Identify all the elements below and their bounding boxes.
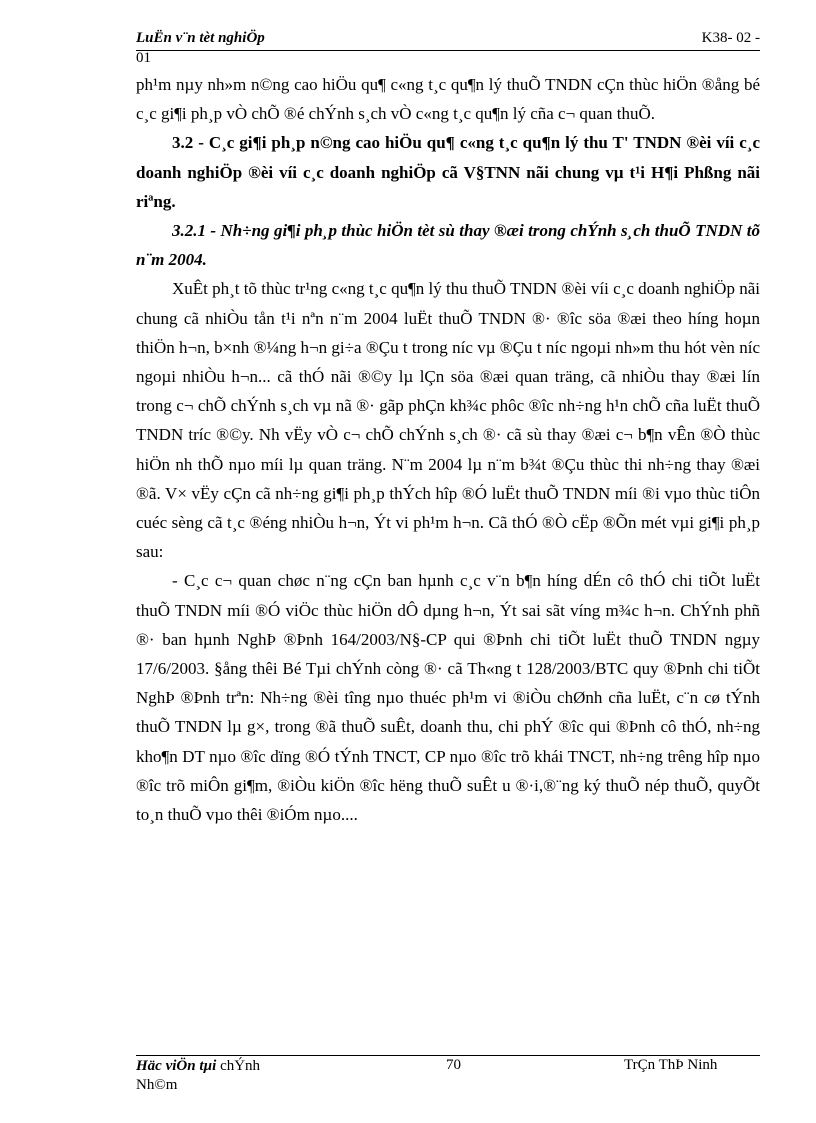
footer-rule	[136, 1055, 760, 1056]
page-header	[136, 28, 760, 51]
page-number: 70	[446, 1057, 461, 1073]
subsection-heading-3-2-1: 3.2.1 - Nh÷ng gi¶i ph¸p thùc hiÖn tèt sù thay ®æi trong chÝnh s¸ch thuÕ TNDN tõ n¨m 2004.	[136, 221, 760, 270]
footer-institution	[136, 1057, 316, 1095]
section-heading-3-2: 3.2 - C¸c gi¶i ph¸p n©ng cao hiÖu qu¶ c«ng t¸c qu¶n lý thu T' TNDN ®èi víi c¸c doanh nghiÖp ®èi víi c¸c doanh nghiÖp cã V§TNN nãi chung vµ t¹i H¶i Phßng nãi riªng.	[136, 133, 760, 211]
footer-institution-rest: chÝnh	[216, 1058, 261, 1074]
paragraph-continued: ph¹m nµy nh»m n©ng cao hiÖu qu¶ c«ng t¸c qu¶n lý thuÕ TNDN cÇn thùc hiÖn ®ång bé c¸c gi¶i ph¸p vÒ chÕ ®é chÝnh s¸ch vÒ c«ng t¸c qu¶n lý cña c¬ quan thuÕ.	[136, 75, 760, 124]
header-code: K38- 02 -	[701, 30, 760, 46]
footer-institution-bold: Häc viÖn tµi	[136, 1058, 217, 1074]
header-title: LuËn v¨n tèt nghiÖp	[136, 30, 265, 46]
footer-institution-line2: Nh©m	[136, 1077, 178, 1093]
paragraph-bullet: - C¸c c¬ quan chøc n¨ng cÇn ban hµnh c¸c v¨n b¶n híng dÉn cô thÓ chi tiÕt luËt thuÕ TNDN míi ®Ó viÖc thùc hiÖn dÔ dµng h¬n, Ýt sai sãt víng m¾c h¬n. ChÝnh phñ ®· ban hµnh NghÞ ®Þnh 164/2003/N§-CP qui ®Þnh chi tiÕt luËt thuÕ TNDN ngµy 17/6/2003. §ång thêi Bé Tµi chÝnh còng ®· cã Th«ng t 128/2003/BTC quy ®Þnh chi tiÕt NghÞ ®Þnh trªn: Nh÷ng ®èi tîng nµo thuéc ph¹m vi ®iÒu chØnh cña luËt, c¨n cø tÝnh thuÕ TNDN lµ g×, trong ®ã thuÕ suÊt, doanh thu, chi phÝ ®îc qui ®Þnh cô thÓ, nh÷ng kho¶n DT nµo ®îc dïng ®Ó tÝnh TNCT, CP nµo ®îc trõ khái TNCT, nh÷ng trêng hîp nµo ®îc trõ miÔn gi¶m, ®iÒu kiÖn ®îc hëng thuÕ suÊt u ®·i,®¨ng ký thuÕ nép thuÕ, quyÕt to¸n thuÕ vµo thêi ®iÓm nµo....	[136, 571, 760, 825]
footer-author: TrÇn ThÞ Ninh	[624, 1057, 718, 1073]
document-body	[136, 70, 760, 829]
paragraph-intro: XuÊt ph¸t tõ thùc tr¹ng c«ng t¸c qu¶n lý thu thuÕ TNDN ®èi víi c¸c doanh nghiÖp nãi chung cã nhiÒu tån t¹i nªn n¨m 2004 luËt thuÕ TNDN ®· ®îc söa ®æi theo híng hoµn thiÖn h¬n, b×nh ®¼ng h¬n gi÷a ®Çu t trong níc vµ ®Çu t níc ngoµi nh»m thu hót vèn níc ngoµi nhiÒu h¬n... cã thÓ nãi ®©y lµ lÇn söa ®æi quan träng, cã nhiÒu thay ®æi lín trong c¬ chÕ chÝnh s¸ch vµ nã ®· gãp phÇn kh¾c phôc ®îc nh÷ng h¹n chÕ cña luËt thuÕ TNDN tríc ®©y. Nh vËy vÒ c¬ chÕ chÝnh s¸ch ®· cã sù thay ®æi c¬ b¶n vÊn ®Ò thùc hiÖn nh thÕ nµo míi lµ quan träng. N¨m 2004 lµ n¨m b¾t ®Çu thùc thi nh÷ng thay ®æi ®ã. V× vËy cÇn cã nh÷ng gi¶i ph¸p thÝch hîp ®Ó luËt thuÕ TNDN míi ®i vµo thùc tiÔn cuéc sèng cã t¸c ®éng nhiÒu h¬n, Ýt vi ph¹m h¬n. Cã thÓ ®Ò cËp ®Õn mét vµi gi¶i ph¸p sau:	[136, 279, 760, 562]
header-code-continuation: 01	[136, 50, 151, 66]
